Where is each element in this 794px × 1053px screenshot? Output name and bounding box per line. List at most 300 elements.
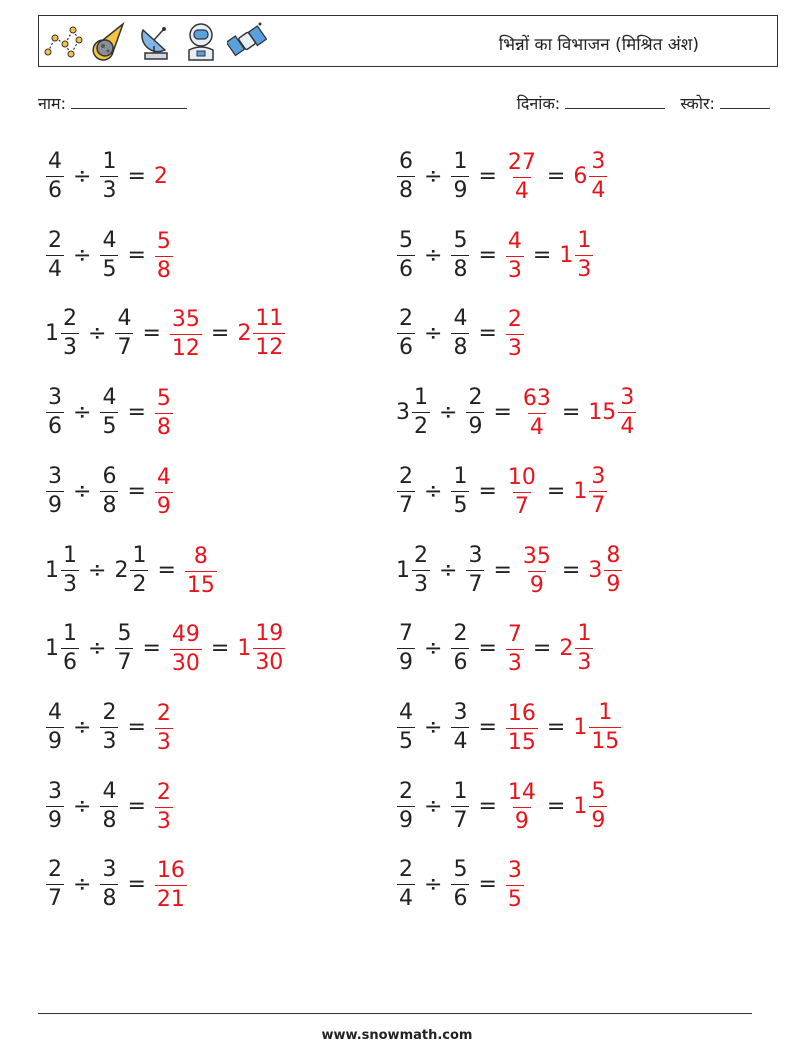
score-label: स्कोर: xyxy=(680,94,715,113)
answer-number xyxy=(505,306,525,361)
answer xyxy=(573,148,608,203)
answer-number xyxy=(505,700,539,755)
answer-number xyxy=(154,164,169,189)
divisor-number xyxy=(99,227,119,282)
problem-item xyxy=(396,382,637,442)
answer-fraction xyxy=(155,857,187,912)
divide-sign: ÷ xyxy=(424,478,443,504)
problem-item xyxy=(45,461,174,521)
answer-fraction xyxy=(170,621,202,676)
answer xyxy=(573,699,622,754)
divisor-number xyxy=(465,542,485,597)
dividend-fraction xyxy=(412,542,430,597)
divisor-whole: 2 xyxy=(114,557,129,583)
dividend-numerator: 4 xyxy=(48,699,62,725)
answer-number xyxy=(573,699,622,754)
name-label: नाम: xyxy=(38,94,66,113)
answer-number xyxy=(505,621,525,676)
divisor-number xyxy=(450,305,470,360)
dividend-denominator: 2 xyxy=(414,413,428,439)
answer xyxy=(573,778,608,833)
answer-denominator: 7 xyxy=(514,493,529,519)
dividend-numerator: 6 xyxy=(399,148,413,174)
date-score-field xyxy=(517,92,770,114)
divisor-number xyxy=(99,856,119,911)
answer xyxy=(559,620,594,675)
date-blank[interactable] xyxy=(565,94,665,109)
dividend-numerator: 3 xyxy=(48,778,62,804)
dividend-numerator: 2 xyxy=(48,227,62,253)
equals-sign: = xyxy=(493,557,512,583)
divisor-denominator: 7 xyxy=(468,571,483,597)
divisor-numerator: 4 xyxy=(102,778,117,804)
answer-fraction xyxy=(506,857,524,912)
dividend-number xyxy=(396,620,416,675)
dividend-denominator: 3 xyxy=(63,571,77,597)
divisor-fraction xyxy=(100,463,118,518)
divisor-fraction xyxy=(100,778,118,833)
equals-sign: = xyxy=(478,871,497,897)
divide-sign: ÷ xyxy=(439,399,458,425)
dividend-denominator: 4 xyxy=(399,885,413,911)
divisor-numerator: 5 xyxy=(117,620,132,646)
answer-numerator: 19 xyxy=(255,620,284,646)
answer-numerator: 4 xyxy=(156,464,171,490)
divisor-fraction xyxy=(451,227,469,282)
problem-item xyxy=(396,146,608,206)
space-station-icon xyxy=(227,20,267,62)
divisor-fraction xyxy=(466,384,484,439)
divide-sign: ÷ xyxy=(439,557,458,583)
dividend-fraction xyxy=(397,778,415,833)
divisor-number xyxy=(114,620,134,675)
divisor-numerator: 1 xyxy=(453,778,468,804)
dividend-numerator: 4 xyxy=(399,699,413,725)
answer-numerator: 1 xyxy=(577,227,592,253)
dividend-denominator: 6 xyxy=(63,649,77,675)
divisor-numerator: 1 xyxy=(453,463,468,489)
answer-numerator: 63 xyxy=(522,385,551,411)
divisor-numerator: 4 xyxy=(117,305,132,331)
name-field xyxy=(38,92,187,114)
equals-sign: = xyxy=(127,478,146,504)
divisor-numerator: 3 xyxy=(453,699,468,725)
answer xyxy=(573,463,608,518)
answer-numerator: 3 xyxy=(507,857,522,883)
answer-fraction xyxy=(506,149,538,204)
answer-fraction xyxy=(506,306,524,361)
dividend-denominator: 5 xyxy=(399,728,413,754)
equals-sign: = xyxy=(478,163,497,189)
dividend-numerator: 4 xyxy=(48,148,62,174)
constellation-icon xyxy=(43,20,83,62)
answer-denominator: 30 xyxy=(255,649,284,675)
dividend-fraction xyxy=(397,856,415,911)
equals-sign: = xyxy=(478,478,497,504)
dividend-denominator: 6 xyxy=(399,256,413,282)
answer-whole: 6 xyxy=(573,163,588,189)
dividend-number xyxy=(396,778,416,833)
answer-numerator: 14 xyxy=(507,779,536,805)
answer-number xyxy=(154,857,188,912)
divisor-denominator: 5 xyxy=(102,256,117,282)
answer-denominator: 3 xyxy=(577,649,592,675)
dividend-number xyxy=(45,305,80,360)
equals-sign: = xyxy=(546,163,566,189)
divisor-fraction xyxy=(115,305,133,360)
equals-sign: = xyxy=(127,163,146,189)
answer-fraction xyxy=(589,463,607,518)
divide-sign: ÷ xyxy=(73,242,92,268)
answer-denominator: 4 xyxy=(591,177,606,203)
answer-number xyxy=(169,621,203,676)
divisor-number xyxy=(99,463,119,518)
equals-sign: = xyxy=(532,242,552,268)
equals-sign: = xyxy=(561,557,581,583)
divisor-denominator: 5 xyxy=(453,492,468,518)
problem-item xyxy=(45,618,286,678)
dividend-fraction xyxy=(46,699,64,754)
answer-fraction xyxy=(155,385,173,440)
answer-number xyxy=(573,778,608,833)
divisor-number xyxy=(450,463,470,518)
astronaut-icon xyxy=(181,20,221,62)
answer-number xyxy=(154,385,174,440)
answer-fraction xyxy=(155,700,173,755)
answer-denominator: 3 xyxy=(156,729,171,755)
answer-denominator: 21 xyxy=(156,886,185,912)
divide-sign: ÷ xyxy=(88,635,107,661)
answer-numerator: 11 xyxy=(255,305,284,331)
answer-number xyxy=(154,779,174,834)
divisor-denominator: 7 xyxy=(117,334,132,360)
divisor-numerator: 2 xyxy=(468,384,483,410)
answer-denominator: 9 xyxy=(591,807,606,833)
dividend-numerator: 2 xyxy=(399,778,413,804)
dividend-numerator: 2 xyxy=(399,463,413,489)
answer-fraction xyxy=(155,779,173,834)
dividend-fraction xyxy=(46,463,64,518)
answer-number xyxy=(520,385,554,440)
divide-sign: ÷ xyxy=(73,871,92,897)
dividend-fraction xyxy=(61,305,79,360)
problem-item xyxy=(45,382,174,442)
dividend-denominator: 9 xyxy=(48,728,62,754)
answer-numerator: 27 xyxy=(507,149,536,175)
dividend-numerator: 1 xyxy=(63,542,77,568)
answer-denominator: 3 xyxy=(507,650,522,676)
answer-number xyxy=(505,779,539,834)
answer xyxy=(505,701,539,754)
answer-numerator: 2 xyxy=(156,700,171,726)
divisor-fraction xyxy=(451,148,469,203)
answer-denominator: 4 xyxy=(620,413,635,439)
problem-item xyxy=(45,225,174,285)
answer-number xyxy=(588,542,623,597)
dividend-number xyxy=(396,856,416,911)
problem-item xyxy=(45,540,218,600)
equals-sign: = xyxy=(561,399,581,425)
answer-number xyxy=(573,148,608,203)
answer-numerator: 3 xyxy=(591,148,606,174)
problem-item xyxy=(396,854,525,914)
name-blank[interactable] xyxy=(71,94,187,109)
answer-fraction xyxy=(506,621,524,676)
divisor-number xyxy=(450,227,470,282)
divisor-fraction xyxy=(451,620,469,675)
answer-fraction xyxy=(253,620,285,675)
answer-fraction xyxy=(155,464,173,519)
dividend-numerator: 7 xyxy=(399,620,413,646)
divide-sign: ÷ xyxy=(424,163,443,189)
answer-number xyxy=(169,306,203,361)
answer-denominator: 15 xyxy=(507,729,536,755)
equals-sign: = xyxy=(157,557,176,583)
divisor-number xyxy=(99,778,119,833)
answer-numerator: 2 xyxy=(507,306,522,332)
problem-item xyxy=(45,146,169,206)
answer-denominator: 15 xyxy=(186,572,215,598)
footer-divider xyxy=(38,1013,752,1014)
answer-fraction xyxy=(506,464,538,519)
answer-whole: 1 xyxy=(573,478,588,504)
dividend-number xyxy=(45,384,65,439)
answer-number xyxy=(237,305,286,360)
divisor-denominator: 8 xyxy=(102,492,117,518)
problem-item xyxy=(45,776,174,836)
dividend-numerator: 1 xyxy=(414,384,428,410)
answer-number xyxy=(505,464,539,519)
divisor-denominator: 8 xyxy=(453,256,468,282)
answer xyxy=(237,620,286,675)
answer-numerator: 7 xyxy=(507,621,522,647)
answer-numerator: 3 xyxy=(591,463,606,489)
answer-number xyxy=(559,620,594,675)
equals-sign: = xyxy=(532,635,552,661)
answer-whole: 2 xyxy=(153,163,168,189)
answer xyxy=(154,780,174,833)
divisor-fraction xyxy=(100,699,118,754)
answer-fraction xyxy=(618,384,636,439)
answer-numerator: 4 xyxy=(507,228,522,254)
divide-sign: ÷ xyxy=(73,478,92,504)
answer-fraction xyxy=(185,543,217,598)
answer-fraction xyxy=(575,620,593,675)
worksheet-header xyxy=(38,15,778,67)
dividend-numerator: 2 xyxy=(399,305,413,331)
divisor-numerator: 5 xyxy=(453,227,468,253)
divisor-number xyxy=(450,856,470,911)
equals-sign: = xyxy=(142,320,161,346)
problem-item xyxy=(396,776,608,836)
answer-whole: 1 xyxy=(559,242,574,268)
divisor-number xyxy=(465,384,485,439)
dividend-fraction xyxy=(412,384,430,439)
divisor-fraction xyxy=(451,699,469,754)
answer-whole: 2 xyxy=(559,635,574,661)
dividend-fraction xyxy=(397,699,415,754)
dividend-number xyxy=(396,384,431,439)
answer-denominator: 9 xyxy=(514,808,529,834)
divisor-numerator: 4 xyxy=(102,384,117,410)
divisor-denominator: 8 xyxy=(102,885,117,911)
comet-icon xyxy=(89,20,129,62)
answer xyxy=(505,229,525,282)
divisor-fraction xyxy=(451,463,469,518)
answer-denominator: 4 xyxy=(514,178,529,204)
answer-numerator: 3 xyxy=(620,384,635,410)
dividend-denominator: 9 xyxy=(48,492,62,518)
answer-numerator: 5 xyxy=(156,385,171,411)
dividend-fraction xyxy=(46,384,64,439)
answer-number xyxy=(559,227,594,282)
dividend-denominator: 9 xyxy=(48,807,62,833)
divisor-denominator: 5 xyxy=(102,413,117,439)
answer-number xyxy=(573,463,608,518)
answer xyxy=(154,858,188,911)
divisor-number xyxy=(450,699,470,754)
answer xyxy=(505,465,539,518)
answer-denominator: 8 xyxy=(156,414,171,440)
answer-denominator: 5 xyxy=(507,886,522,912)
answer xyxy=(154,465,174,518)
answer-fraction xyxy=(506,779,538,834)
answer-number xyxy=(184,543,218,598)
divisor-fraction xyxy=(451,305,469,360)
dividend-number xyxy=(396,542,431,597)
answer-numerator: 49 xyxy=(171,621,200,647)
dividend-number xyxy=(396,305,416,360)
divide-sign: ÷ xyxy=(73,793,92,819)
dividend-number xyxy=(45,542,80,597)
dividend-fraction xyxy=(46,778,64,833)
divisor-numerator: 1 xyxy=(132,542,147,568)
header-icons xyxy=(43,20,267,62)
dividend-numerator: 5 xyxy=(399,227,413,253)
answer-denominator: 15 xyxy=(591,728,620,754)
divisor-number xyxy=(99,384,119,439)
dividend-numerator: 2 xyxy=(399,856,413,882)
answer-fraction xyxy=(575,227,593,282)
divisor-denominator: 9 xyxy=(453,177,468,203)
equals-sign: = xyxy=(142,635,161,661)
divisor-numerator: 4 xyxy=(102,227,117,253)
divisor-number xyxy=(450,148,470,203)
answer xyxy=(169,307,203,360)
dividend-number xyxy=(45,778,65,833)
answer-fraction xyxy=(589,778,607,833)
dividend-whole: 1 xyxy=(45,320,59,346)
answer-whole: 3 xyxy=(588,557,603,583)
answer xyxy=(184,544,218,597)
problem-item xyxy=(396,697,622,757)
divisor-numerator: 5 xyxy=(453,856,468,882)
dividend-denominator: 3 xyxy=(63,334,77,360)
dividend-numerator: 2 xyxy=(414,542,428,568)
answer-denominator: 4 xyxy=(529,414,544,440)
dividend-fraction xyxy=(46,148,64,203)
dividend-number xyxy=(396,227,416,282)
dividend-fraction xyxy=(397,227,415,282)
dividend-numerator: 2 xyxy=(63,305,77,331)
divisor-numerator: 2 xyxy=(453,620,468,646)
dividend-numerator: 2 xyxy=(48,856,62,882)
dividend-whole: 1 xyxy=(45,635,59,661)
answer-fraction xyxy=(506,228,524,283)
divisor-fraction xyxy=(100,384,118,439)
answer-numerator: 5 xyxy=(591,778,606,804)
divide-sign: ÷ xyxy=(88,320,107,346)
answer-denominator: 12 xyxy=(171,335,200,361)
answer-number xyxy=(154,228,174,283)
answer-numerator: 16 xyxy=(507,700,536,726)
dividend-denominator: 4 xyxy=(48,256,62,282)
equals-sign: = xyxy=(478,320,497,346)
divide-sign: ÷ xyxy=(73,163,92,189)
dividend-number xyxy=(396,463,416,518)
divide-sign: ÷ xyxy=(424,320,443,346)
answer-denominator: 9 xyxy=(156,493,171,519)
answer-fraction xyxy=(253,305,285,360)
equals-sign: = xyxy=(493,399,512,425)
divide-sign: ÷ xyxy=(424,793,443,819)
divisor-number xyxy=(114,542,149,597)
dividend-denominator: 7 xyxy=(399,492,413,518)
answer xyxy=(559,227,594,282)
divisor-denominator: 8 xyxy=(102,807,117,833)
divisor-denominator: 7 xyxy=(453,807,468,833)
answer-fraction xyxy=(521,543,553,598)
divisor-fraction xyxy=(100,148,118,203)
answer xyxy=(520,386,554,439)
footer-url: www.snowmath.com xyxy=(321,1028,473,1043)
answer-numerator: 1 xyxy=(577,620,592,646)
divide-sign: ÷ xyxy=(73,399,92,425)
dividend-denominator: 7 xyxy=(48,885,62,911)
answer-number xyxy=(520,543,554,598)
equals-sign: = xyxy=(478,635,497,661)
equals-sign: = xyxy=(210,320,230,346)
equals-sign: = xyxy=(127,242,146,268)
divide-sign: ÷ xyxy=(424,871,443,897)
answer-number xyxy=(237,620,286,675)
divisor-numerator: 1 xyxy=(102,148,117,174)
dividend-number xyxy=(45,699,65,754)
score-blank[interactable] xyxy=(720,94,770,109)
equals-sign: = xyxy=(546,714,566,740)
divisor-denominator: 7 xyxy=(117,649,132,675)
divisor-numerator: 3 xyxy=(468,542,483,568)
divide-sign: ÷ xyxy=(424,242,443,268)
answer-denominator: 3 xyxy=(577,256,592,282)
answer-numerator: 5 xyxy=(156,228,171,254)
divide-sign: ÷ xyxy=(88,557,107,583)
equals-sign: = xyxy=(127,871,146,897)
dividend-numerator: 3 xyxy=(48,463,62,489)
answer-numerator: 8 xyxy=(606,542,621,568)
answer xyxy=(237,305,286,360)
answer xyxy=(169,622,203,675)
dividend-whole: 3 xyxy=(396,399,410,425)
answer-whole: 1 xyxy=(237,635,252,661)
problem-item xyxy=(45,303,286,363)
answer-denominator: 30 xyxy=(171,650,200,676)
answer-numerator: 35 xyxy=(171,306,200,332)
divisor-denominator: 6 xyxy=(453,885,468,911)
divisor-number xyxy=(114,305,134,360)
divide-sign: ÷ xyxy=(424,635,443,661)
answer-denominator: 3 xyxy=(507,335,522,361)
